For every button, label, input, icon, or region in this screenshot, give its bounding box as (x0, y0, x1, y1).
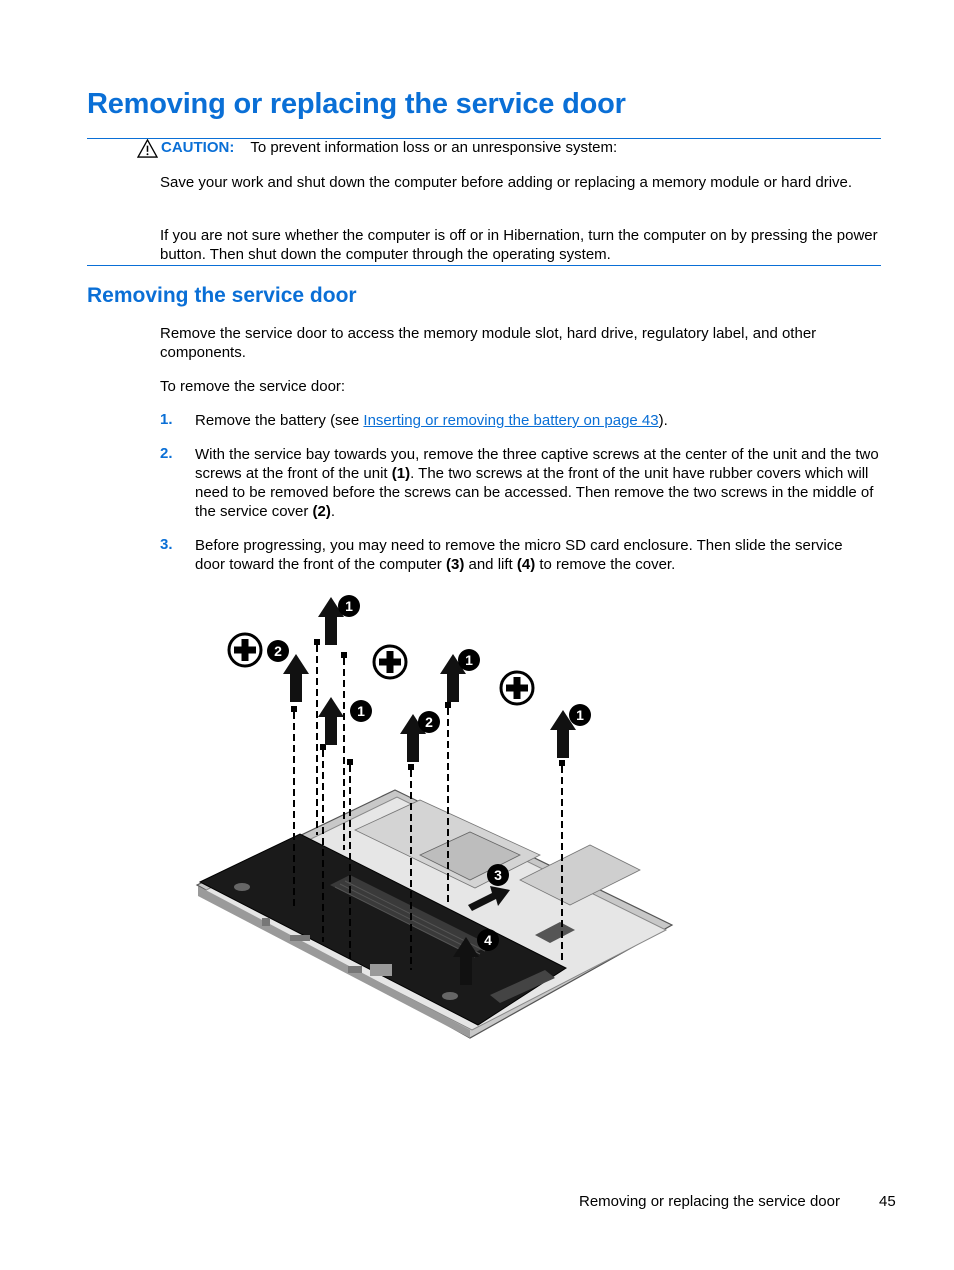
warning-icon (137, 139, 158, 158)
callout-1d: 1 (576, 707, 584, 723)
caution-paragraph-2: If you are not sure whether the computer is off or in Hibernation, turn the computer on by pressing the power button. Then shut down the computer through the operating system. (160, 227, 878, 263)
step-2-callout-2: (2) (312, 503, 331, 520)
footer-title: Removing or replacing the service door (579, 1193, 840, 1210)
step-number-3: 3. (160, 536, 173, 553)
caution-paragraph-1: Save your work and shut down the computer before adding or replacing a memory module or hard drive. (160, 174, 853, 191)
callout-4: 4 (484, 932, 492, 948)
callout-3: 3 (494, 867, 502, 883)
step-1-post: ). (658, 412, 668, 429)
caution-bottom-rule (87, 265, 881, 266)
page-title: Removing or replacing the service door (87, 88, 626, 120)
section-heading: Removing the service door (87, 284, 357, 307)
step-3-part-d: to remove the cover. (535, 556, 676, 573)
callout-1a: 1 (345, 598, 353, 614)
step-2-callout-1: (1) (391, 465, 411, 482)
callout-1c: 1 (357, 703, 365, 719)
caution-text: To prevent information loss or an unresponsive system: (250, 139, 618, 156)
step-2-part-c: . The two screws at the front of the unit have rubber covers which will need to be removed before the screws can be accessed. Then remove the two screws in the middle of the service cover (195, 465, 874, 520)
step-2-part-d: . (330, 503, 336, 520)
callout-1b: 1 (465, 652, 473, 668)
callout-2a: 2 (274, 643, 282, 659)
caution-label: CAUTION: (161, 139, 235, 156)
caution-header (137, 139, 617, 158)
step-2-part-a: With the service bay towards you, remove the three captive screws at the center of the unit and the two screws at the front of the unit (195, 446, 879, 482)
page-number: 45 (879, 1193, 896, 1210)
step-3-callout-3: (3) (445, 556, 465, 573)
step-text-3 (195, 536, 855, 574)
step-number-1: 1. (160, 411, 173, 428)
service-door-illustration (195, 588, 685, 1043)
step-text-2 (195, 445, 885, 521)
battery-page-link[interactable]: Inserting or removing the battery on page 43 (363, 412, 659, 429)
step-text-1 (195, 411, 885, 430)
step-number-2: 2. (160, 445, 173, 462)
section-lead: To remove the service door: (160, 378, 346, 395)
step-3-part-a: Before progressing, you may need to remove the micro SD card enclosure. Then slide the service door toward the front of the computer (195, 537, 843, 573)
callout-2b: 2 (425, 714, 433, 730)
step-1-pre: Remove the battery (see (195, 412, 364, 429)
step-3-part-c: and lift (464, 556, 517, 573)
step-3-callout-4: (4) (516, 556, 536, 573)
section-intro: Remove the service door to access the memory module slot, hard drive, regulatory label, and other components. (160, 325, 817, 361)
